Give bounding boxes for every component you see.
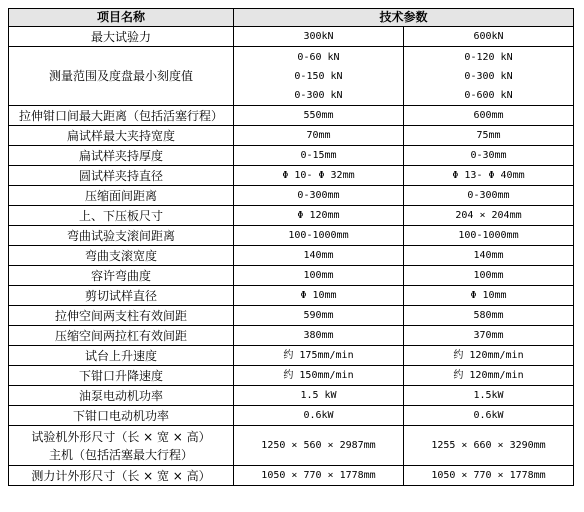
item-name-cell: [9, 406, 234, 426]
cell-text: 590mm: [303, 310, 334, 321]
cell-text: 约 175mm/min: [283, 350, 354, 361]
cell-text: 1.5 kW: [300, 390, 337, 401]
cell-text: 0-60 kN: [297, 51, 340, 63]
value-600kn-cell: [404, 166, 574, 186]
cell-text: 0.6kW: [473, 410, 504, 421]
cell-text: 约 120mm/min: [453, 370, 524, 381]
table-row: [9, 106, 574, 126]
table-row: [9, 47, 574, 106]
cell-text: 204 × 204mm: [455, 210, 522, 221]
value-600kn-cell: [404, 146, 574, 166]
value-300kn-cell: [234, 146, 404, 166]
table-row: [9, 27, 574, 47]
header-technical-params: 技术参数: [234, 9, 574, 27]
cell-text: 圆试样夹持直径: [78, 168, 163, 183]
item-name-cell: [9, 366, 234, 386]
cell-text: 1050 × 770 × 1778mm: [431, 470, 546, 481]
cell-text: 550mm: [303, 110, 334, 121]
cell-text: 1.5kW: [473, 390, 504, 401]
value-300kn-cell: [234, 406, 404, 426]
cell-text: 140mm: [473, 250, 504, 261]
table-row: [9, 166, 574, 186]
value-600kn-cell: [404, 346, 574, 366]
table-row: [9, 286, 574, 306]
header-item-name: 项目名称: [9, 9, 234, 27]
cell-text: 100mm: [473, 270, 504, 281]
table-header-row: [9, 9, 574, 27]
cell-text: 0-15mm: [300, 150, 337, 161]
cell-text: 0-600 kN: [464, 89, 513, 101]
table-row: [9, 326, 574, 346]
cell-text: 1255 × 660 × 3290mm: [431, 440, 546, 451]
cell-text: 弯曲支滚宽度: [84, 248, 157, 263]
table-row: [9, 346, 574, 366]
cell-text: 0-30mm: [470, 150, 507, 161]
table-row: [9, 206, 574, 226]
value-600kn-cell: [404, 27, 574, 47]
item-name-cell: [9, 386, 234, 406]
cell-text: 压缩面间距离: [84, 188, 157, 203]
value-600kn-cell: [404, 426, 574, 466]
value-300kn-cell: [234, 106, 404, 126]
value-600kn-cell: [404, 226, 574, 246]
table-row: [9, 306, 574, 326]
cell-text: 上、下压板尺寸: [78, 208, 163, 223]
cell-text: 约 120mm/min: [453, 350, 524, 361]
cell-text: 1250 × 560 × 2987mm: [261, 440, 376, 451]
item-name-cell: [9, 346, 234, 366]
item-name-cell: [9, 426, 234, 466]
cell-text: 0-300 kN: [464, 70, 513, 82]
cell-text: 剪切试样直径: [84, 288, 157, 303]
cell-text: 0.6kW: [303, 410, 334, 421]
cell-text: 300kN: [303, 31, 334, 42]
cell-text: Φ 10mm: [300, 290, 337, 301]
table-row: [9, 366, 574, 386]
value-300kn-cell: [234, 47, 404, 106]
value-300kn-cell: [234, 246, 404, 266]
cell-text: 最大试验力: [90, 29, 151, 44]
cell-text: 约 150mm/min: [283, 370, 354, 381]
cell-text: Φ 13- Φ 40mm: [452, 170, 525, 181]
value-300kn-cell: [234, 466, 404, 486]
table-row: [9, 126, 574, 146]
table-row: [9, 246, 574, 266]
cell-text: 0-300 kN: [294, 89, 343, 101]
value-300kn-cell: [234, 186, 404, 206]
cell-text: 扁试样夹持厚度: [78, 148, 163, 163]
cell-text: 1050 × 770 × 1778mm: [261, 470, 376, 481]
value-600kn-cell: [404, 386, 574, 406]
value-600kn-cell: [404, 326, 574, 346]
value-600kn-cell: [404, 206, 574, 226]
cell-text: 600mm: [473, 110, 504, 121]
value-300kn-cell: [234, 206, 404, 226]
item-name-cell: [9, 326, 234, 346]
value-600kn-cell: [404, 406, 574, 426]
cell-text: 弯曲试验支滚间距离: [66, 228, 175, 243]
value-300kn-cell: [234, 286, 404, 306]
table-row: [9, 426, 574, 466]
item-name-cell: [9, 27, 234, 47]
item-name-cell: [9, 47, 234, 106]
cell-text: 容许弯曲度: [90, 268, 151, 283]
cell-text: 下钳口升降速度: [78, 368, 163, 383]
table-row: [9, 266, 574, 286]
value-300kn-cell: [234, 426, 404, 466]
cell-text: 测力计外形尺寸（长 × 宽 × 高）: [31, 468, 211, 483]
value-600kn-cell: [404, 126, 574, 146]
item-name-cell: [9, 166, 234, 186]
item-name-cell: [9, 126, 234, 146]
value-600kn-cell: [404, 106, 574, 126]
value-600kn-cell: [404, 466, 574, 486]
cell-text: 0-150 kN: [294, 70, 343, 82]
cell-text: 拉伸空间两支柱有效间距: [54, 308, 187, 323]
item-name-cell: [9, 246, 234, 266]
value-600kn-cell: [404, 47, 574, 106]
value-300kn-cell: [234, 226, 404, 246]
cell-text: 70mm: [306, 130, 331, 141]
item-name-cell: [9, 466, 234, 486]
cell-text: 100-1000mm: [458, 230, 519, 241]
cell-text: Φ 10mm: [470, 290, 507, 301]
cell-text: 试台上升速度: [84, 348, 157, 363]
value-600kn-cell: [404, 266, 574, 286]
cell-text: 380mm: [303, 330, 334, 341]
cell-text: 0-120 kN: [464, 51, 513, 63]
value-300kn-cell: [234, 346, 404, 366]
cell-text: 压缩空间两拉杠有效间距: [54, 328, 187, 343]
value-600kn-cell: [404, 246, 574, 266]
value-600kn-cell: [404, 306, 574, 326]
cell-text: 100-1000mm: [288, 230, 349, 241]
item-name-cell: [9, 106, 234, 126]
table-row: [9, 386, 574, 406]
cell-text: 140mm: [303, 250, 334, 261]
item-name-cell: [9, 206, 234, 226]
cell-text: 测量范围及度盘最小刻度值: [48, 69, 193, 83]
table-row: [9, 466, 574, 486]
value-300kn-cell: [234, 27, 404, 47]
value-300kn-cell: [234, 126, 404, 146]
value-300kn-cell: [234, 326, 404, 346]
cell-text: 主机（包括活塞最大行程）: [48, 447, 193, 462]
cell-text: Φ 120mm: [297, 210, 340, 221]
spec-table: [8, 8, 574, 486]
table-row: [9, 406, 574, 426]
table-row: [9, 226, 574, 246]
value-300kn-cell: [234, 306, 404, 326]
cell-text: 试验机外形尺寸（长 × 宽 × 高）: [31, 429, 211, 444]
value-600kn-cell: [404, 366, 574, 386]
value-300kn-cell: [234, 266, 404, 286]
cell-text: 0-300mm: [467, 190, 510, 201]
cell-text: 下钳口电动机功率: [72, 408, 169, 423]
item-name-cell: [9, 226, 234, 246]
cell-text: 拉伸钳口间最大距离（包括活塞行程）: [18, 108, 223, 123]
cell-text: 370mm: [473, 330, 504, 341]
value-600kn-cell: [404, 286, 574, 306]
value-300kn-cell: [234, 166, 404, 186]
cell-text: Φ 10- Φ 32mm: [282, 170, 355, 181]
cell-text: 扁试样最大夹持宽度: [66, 128, 175, 143]
value-300kn-cell: [234, 386, 404, 406]
table-row: [9, 146, 574, 166]
item-name-cell: [9, 146, 234, 166]
item-name-cell: [9, 286, 234, 306]
cell-text: 75mm: [476, 130, 501, 141]
value-600kn-cell: [404, 186, 574, 206]
cell-text: 100mm: [303, 270, 334, 281]
cell-text: 0-300mm: [297, 190, 340, 201]
cell-text: 油泵电动机功率: [78, 388, 163, 403]
item-name-cell: [9, 266, 234, 286]
spec-table-body: [9, 9, 574, 486]
cell-text: 580mm: [473, 310, 504, 321]
item-name-cell: [9, 186, 234, 206]
item-name-cell: [9, 306, 234, 326]
value-300kn-cell: [234, 366, 404, 386]
table-row: [9, 186, 574, 206]
cell-text: 600kN: [473, 31, 504, 42]
